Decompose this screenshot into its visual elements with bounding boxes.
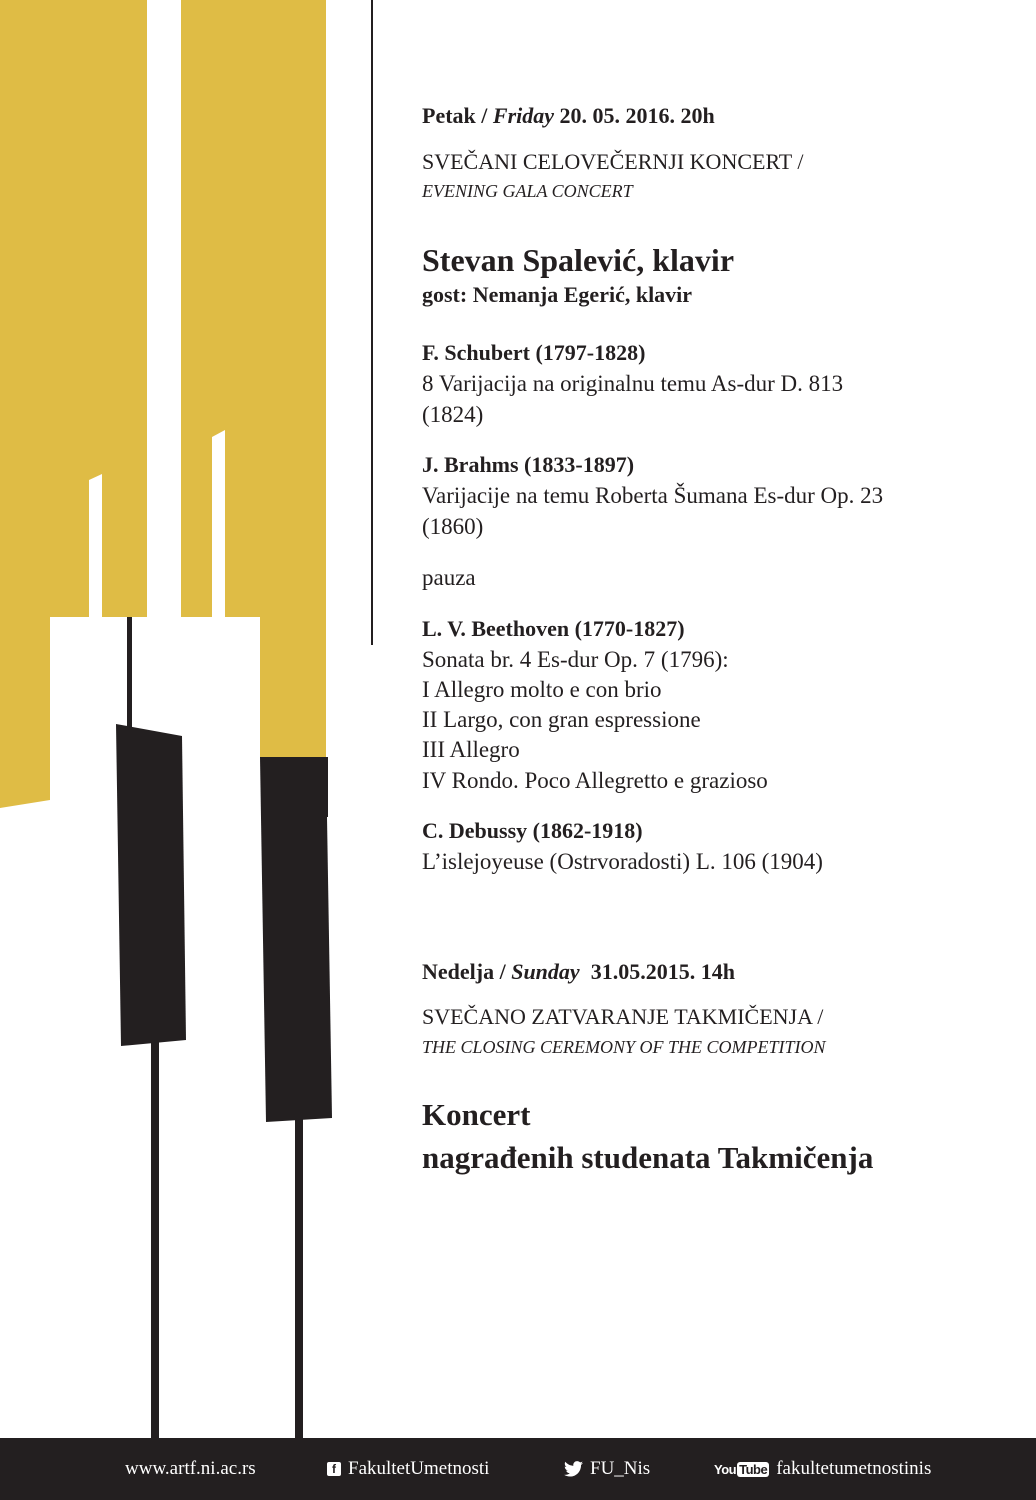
- event1-guest: gost: Nemanja Egerić, klavir: [422, 282, 693, 307]
- event1-day-en: Friday: [492, 103, 555, 128]
- program-line: IV Rondo. Poco Allegretto e grazioso: [422, 768, 768, 793]
- program-composer-1: F. Schubert (1797-1828): [422, 340, 646, 365]
- program-pause: pauza: [422, 565, 476, 590]
- event1-date-line: [422, 104, 715, 128]
- event2-day-sr: Nedelja /: [422, 959, 512, 984]
- footer-facebook-link[interactable]: [327, 1438, 489, 1500]
- divider-line: [371, 0, 373, 645]
- youtube-icon: [714, 1462, 769, 1477]
- footer-youtube-link[interactable]: [714, 1438, 931, 1500]
- program-line: III Allegro: [422, 737, 520, 762]
- twitter-icon: [564, 1461, 583, 1477]
- event2-title-en: THE CLOSING CEREMONY OF THE COMPETITION: [422, 1037, 826, 1057]
- program-line: 8 Varijacija na originalnu temu As-dur D. 813: [422, 371, 844, 396]
- program-line: (1824): [422, 402, 484, 427]
- black-key-right: [260, 757, 332, 1122]
- facebook-icon: f: [327, 1462, 341, 1476]
- footer-bar: [0, 1438, 1036, 1500]
- program-line: Varijacije na temu Roberta Šumana Es-dur Op. 23: [422, 483, 884, 508]
- footer-youtube-label: fakultetumetnostinis: [776, 1458, 932, 1479]
- event2-headline-2: nagrađenih studenata Takmičenja: [422, 1140, 874, 1175]
- program-line: (1860): [422, 514, 484, 539]
- event1-day-sr: Petak /: [422, 103, 493, 128]
- footer-twitter-link[interactable]: [564, 1438, 650, 1500]
- program-line: L’islejoyeuse (Ostrvoradosti) L. 106 (1904): [422, 849, 823, 874]
- program-line: II Largo, con gran espressione: [422, 707, 701, 732]
- event2-day-en: Sunday: [511, 959, 580, 984]
- event1-title-en: EVENING GALA CONCERT: [422, 181, 633, 201]
- program-line: Sonata br. 4 Es-dur Op. 7 (1796):: [422, 647, 729, 672]
- program-line: I Allegro molto e con brio: [422, 677, 662, 702]
- footer-facebook-label: FakultetUmetnosti: [348, 1458, 490, 1479]
- event2-date-time: 31.05.2015. 14h: [579, 959, 735, 984]
- footer-website-link[interactable]: www.artf.ni.ac.rs: [125, 1458, 256, 1479]
- key-line-1: [127, 617, 132, 727]
- key-line-2: [151, 1040, 159, 1438]
- youtube-icon-you: You: [714, 1461, 737, 1477]
- footer-twitter-label: FU_Nis: [590, 1458, 651, 1479]
- event1-title-sr: SVEČANI CELOVEČERNJI KONCERT /: [422, 149, 804, 174]
- key-line-3: [295, 1118, 303, 1438]
- black-key-left: [116, 724, 186, 1046]
- event2-headline-1: Koncert: [422, 1097, 531, 1132]
- white-gap-small-2: [212, 430, 225, 617]
- program-composer-2: J. Brahms (1833-1897): [422, 452, 635, 477]
- event1-date-time: 20. 05. 2016. 20h: [554, 103, 715, 128]
- white-gap-small-1: [89, 474, 102, 617]
- event1-performer: Stevan Spalević, klavir: [422, 242, 735, 278]
- program-composer-3: L. V. Beethoven (1770-1827): [422, 616, 685, 641]
- youtube-icon-tube: Tube: [739, 1461, 768, 1477]
- program-composer-4: C. Debussy (1862-1918): [422, 818, 643, 843]
- event2-title-sr: SVEČANO ZATVARANJE TAKMIČENJA /: [422, 1004, 824, 1029]
- white-gap-left: [147, 0, 181, 617]
- event2-date-line: [422, 960, 735, 984]
